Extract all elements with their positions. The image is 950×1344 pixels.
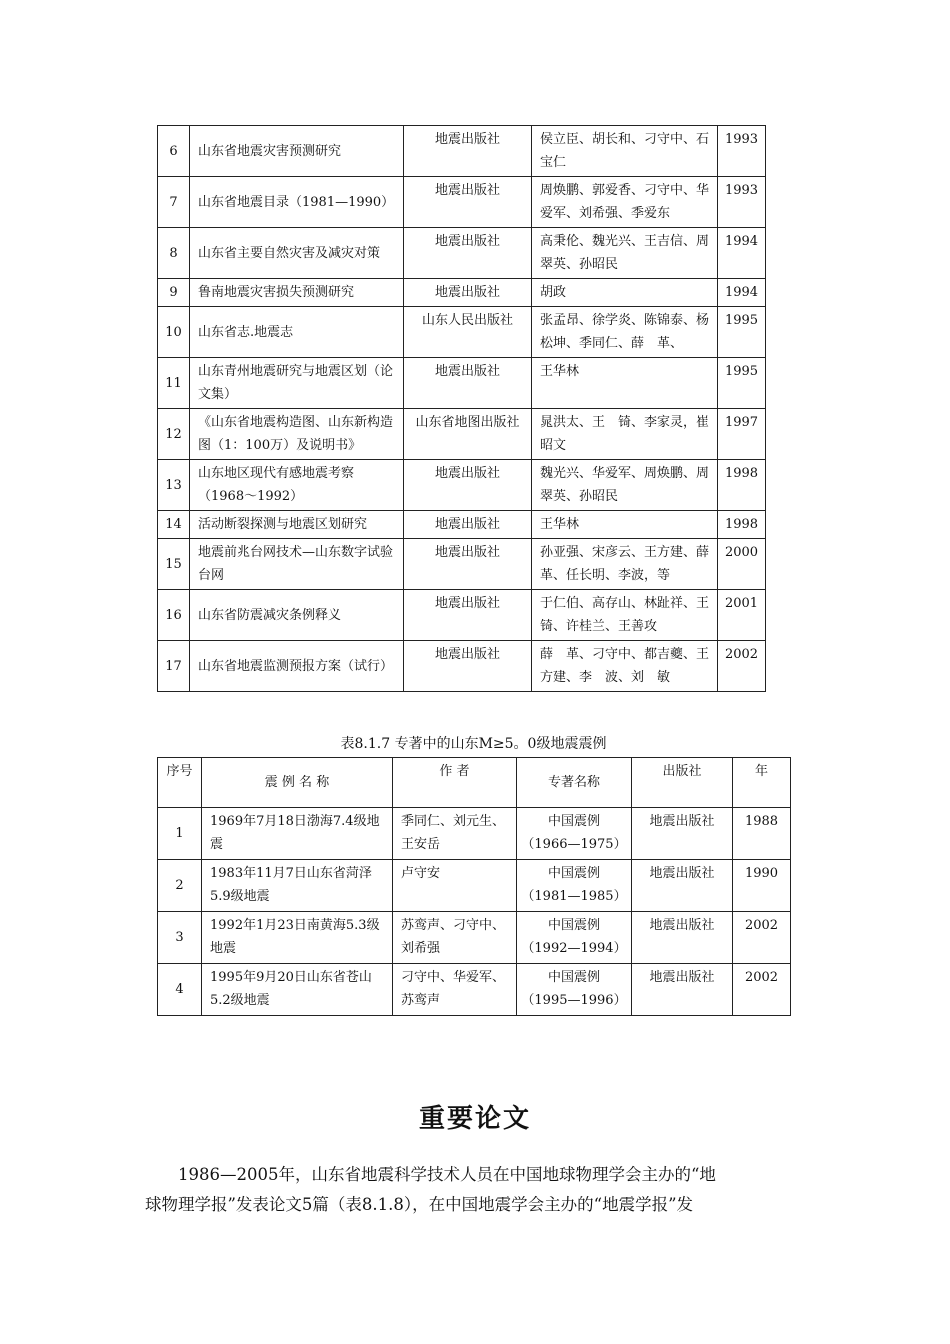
table-row	[158, 912, 791, 964]
cell-authors: 高秉伦、魏光兴、王吉信、周翠英、孙昭民	[532, 228, 718, 279]
header-publisher: 出版社	[632, 758, 733, 808]
table-row	[158, 126, 766, 177]
cell-year: 1988	[733, 808, 791, 860]
table-row	[158, 511, 766, 539]
cell-no: 13	[158, 460, 190, 511]
cell-publisher: 地震出版社	[632, 964, 733, 1016]
cell-year: 2002	[733, 964, 791, 1016]
table-row	[158, 641, 766, 692]
cell-authors: 王华林	[532, 511, 718, 539]
cell-publisher: 地震出版社	[404, 279, 532, 307]
table-row	[158, 539, 766, 590]
cell-title: 山东省主要自然灾害及减灾对策	[190, 228, 404, 279]
cell-no: 6	[158, 126, 190, 177]
cell-authors: 刁守中、华爱军、苏鸾声	[393, 964, 517, 1016]
cell-publisher: 地震出版社	[632, 912, 733, 964]
paragraph-line: 球物理学报”发表论文5篇（表8.1.8），在中国地震学会主办的“地震学报”发	[145, 1195, 694, 1214]
cell-title: 鲁南地震灾害损失预测研究	[190, 279, 404, 307]
table-row	[158, 860, 791, 912]
cell-book	[517, 808, 632, 860]
cell-year: 2002	[733, 912, 791, 964]
cell-no: 8	[158, 228, 190, 279]
monographs-table-body	[158, 126, 766, 692]
cell-publisher: 地震出版社	[404, 590, 532, 641]
cell-title: 山东省地震灾害预测研究	[190, 126, 404, 177]
table-row	[158, 409, 766, 460]
header-name: 震 例 名 称	[202, 758, 393, 808]
header-authors: 作 者	[393, 758, 517, 808]
cell-year: 1997	[718, 409, 766, 460]
cell-year: 1993	[718, 126, 766, 177]
cell-title: 山东青州地震研究与地震区划（论文集）	[190, 358, 404, 409]
cell-authors: 晁洪太、王 锜、李家灵，崔昭文	[532, 409, 718, 460]
cell-year: 2000	[718, 539, 766, 590]
cell-authors: 魏光兴、华爱军、周焕鹏、周翠英、孙昭民	[532, 460, 718, 511]
cell-year: 2001	[718, 590, 766, 641]
cell-authors: 孙亚强、宋彦云、王方建、薛革、任长明、李波，等	[532, 539, 718, 590]
table-row	[158, 808, 791, 860]
cell-publisher: 地震出版社	[632, 860, 733, 912]
cell-no: 2	[158, 860, 202, 912]
table-row	[158, 460, 766, 511]
cell-no: 12	[158, 409, 190, 460]
cell-title: 山东省志.地震志	[190, 307, 404, 358]
cell-no: 11	[158, 358, 190, 409]
cell-year: 1995	[718, 307, 766, 358]
table-row	[158, 177, 766, 228]
cell-title: 《山东省地震构造图、山东新构造图（1：100万）及说明书》	[190, 409, 404, 460]
cell-no: 7	[158, 177, 190, 228]
cell-publisher: 地震出版社	[404, 358, 532, 409]
section-heading: 重要论文	[418, 1104, 531, 1134]
cell-authors: 胡政	[532, 279, 718, 307]
header-year: 年	[733, 758, 791, 808]
cell-year: 1998	[718, 511, 766, 539]
cell-authors: 于仁伯、高存山、林趾祥、王锜、许桂兰、王善攻	[532, 590, 718, 641]
cell-publisher: 地震出版社	[404, 126, 532, 177]
cell-book	[517, 912, 632, 964]
cell-authors: 苏鸾声、刁守中、刘希强	[393, 912, 517, 964]
cell-book	[517, 964, 632, 1016]
book-range: （1981—1985）	[521, 889, 627, 904]
cell-publisher: 地震出版社	[404, 177, 532, 228]
cell-publisher: 地震出版社	[404, 511, 532, 539]
cell-year: 1995	[718, 358, 766, 409]
cell-authors: 薛 革、刁守中、都吉夔、王方建、李 波、刘 敏	[532, 641, 718, 692]
cell-year: 1994	[718, 228, 766, 279]
cell-authors: 季同仁、刘元生、王安岳	[393, 808, 517, 860]
cell-no: 3	[158, 912, 202, 964]
table-row	[158, 590, 766, 641]
book-range: （1992—1994）	[521, 941, 627, 956]
cell-no: 9	[158, 279, 190, 307]
cell-publisher: 地震出版社	[632, 808, 733, 860]
cell-name: 1969年7月18日渤海7.4级地震	[202, 808, 393, 860]
cell-authors: 王华林	[532, 358, 718, 409]
cell-year: 1994	[718, 279, 766, 307]
cell-book	[517, 860, 632, 912]
book-range: （1966—1975）	[521, 837, 627, 852]
book-title: 中国震例	[547, 814, 600, 829]
cell-no: 4	[158, 964, 202, 1016]
cell-authors: 周焕鹏、郭爱香、刁守中、华爱军、刘希强、季爱东	[532, 177, 718, 228]
cell-no: 17	[158, 641, 190, 692]
table-row	[158, 307, 766, 358]
table-row	[158, 279, 766, 307]
cell-no: 1	[158, 808, 202, 860]
book-title: 中国震例	[547, 866, 600, 881]
table-caption: 表8.1.7 专著中的山东M≥5。0级地震震例	[340, 736, 607, 752]
cell-no: 10	[158, 307, 190, 358]
book-title: 中国震例	[547, 970, 600, 985]
monographs-table	[157, 125, 766, 692]
table-row	[158, 228, 766, 279]
header-book: 专著名称	[517, 758, 632, 808]
cell-year: 1993	[718, 177, 766, 228]
cell-authors: 张孟昂、徐学炎、陈锦泰、杨松坤、季同仁、薛 革、	[532, 307, 718, 358]
cell-title: 地震前兆台网技术—山东数字试验台网	[190, 539, 404, 590]
cell-name: 1995年9月20日山东省苍山5.2级地震	[202, 964, 393, 1016]
cell-authors: 侯立臣、胡长和、刁守中、石宝仁	[532, 126, 718, 177]
cell-publisher: 地震出版社	[404, 641, 532, 692]
cell-title: 山东省地震目录（1981—1990）	[190, 177, 404, 228]
cell-publisher: 地震出版社	[404, 539, 532, 590]
cell-year: 1990	[733, 860, 791, 912]
table-row	[158, 964, 791, 1016]
cell-authors: 卢守安	[393, 860, 517, 912]
book-title: 中国震例	[547, 918, 600, 933]
cell-title: 山东地区现代有感地震考察（1968～1992）	[190, 460, 404, 511]
earthquake-cases-table-body	[158, 808, 791, 1016]
header-no: 序号	[158, 758, 202, 808]
earthquake-cases-table	[157, 757, 791, 1016]
cell-publisher: 地震出版社	[404, 460, 532, 511]
cell-no: 14	[158, 511, 190, 539]
cell-title: 活动断裂探测与地震区划研究	[190, 511, 404, 539]
cell-title: 山东省地震监测预报方案（试行）	[190, 641, 404, 692]
cell-year: 1998	[718, 460, 766, 511]
body-paragraph	[145, 1160, 810, 1220]
cell-year: 2002	[718, 641, 766, 692]
table-header-row	[158, 758, 791, 808]
cell-name: 1983年11月7日山东省菏泽5.9级地震	[202, 860, 393, 912]
cell-name: 1992年1月23日南黄海5.3级地震	[202, 912, 393, 964]
cell-publisher: 山东人民出版社	[404, 307, 532, 358]
cell-no: 15	[158, 539, 190, 590]
table-row	[158, 358, 766, 409]
book-range: （1995—1996）	[521, 993, 627, 1008]
cell-publisher: 地震出版社	[404, 228, 532, 279]
cell-no: 16	[158, 590, 190, 641]
cell-publisher: 山东省地图出版社	[404, 409, 532, 460]
cell-title: 山东省防震减灾条例释义	[190, 590, 404, 641]
paragraph-line: 1986—2005年，山东省地震科学技术人员在中国地球物理学会主办的“地	[178, 1165, 716, 1184]
